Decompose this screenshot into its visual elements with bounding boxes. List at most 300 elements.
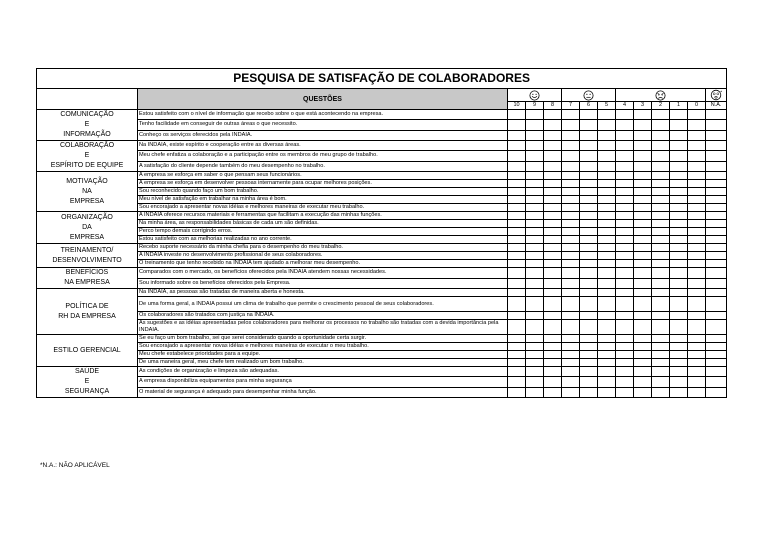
rating-cell[interactable] [616,212,634,220]
rating-cell[interactable] [508,312,526,320]
rating-cell[interactable] [526,359,544,367]
rating-cell[interactable] [652,141,670,151]
rating-cell[interactable] [652,351,670,359]
rating-cell[interactable] [652,387,670,397]
rating-cell[interactable] [670,220,688,228]
rating-cell[interactable] [616,377,634,387]
rating-cell[interactable] [508,161,526,171]
rating-cell[interactable] [616,141,634,151]
rating-cell[interactable] [544,268,562,279]
rating-cell[interactable] [670,120,688,130]
rating-cell[interactable] [526,297,544,312]
rating-cell[interactable] [706,359,727,367]
rating-cell[interactable] [580,278,598,289]
rating-cell[interactable] [580,377,598,387]
rating-cell[interactable] [670,297,688,312]
rating-cell[interactable] [688,289,706,297]
rating-cell[interactable] [670,351,688,359]
rating-cell[interactable] [616,204,634,212]
rating-cell[interactable] [508,188,526,196]
rating-cell[interactable] [562,236,580,244]
rating-cell[interactable] [508,130,526,140]
rating-cell[interactable] [580,351,598,359]
rating-cell[interactable] [634,180,652,188]
rating-cell[interactable] [526,204,544,212]
rating-cell[interactable] [580,335,598,343]
rating-cell[interactable] [580,161,598,171]
rating-cell[interactable] [634,110,652,120]
rating-cell[interactable] [526,387,544,397]
rating-cell[interactable] [544,220,562,228]
rating-cell[interactable] [526,377,544,387]
rating-cell[interactable] [580,196,598,204]
rating-cell[interactable] [526,367,544,377]
rating-cell[interactable] [508,252,526,260]
rating-cell[interactable] [508,212,526,220]
rating-cell[interactable] [526,151,544,161]
rating-cell[interactable] [544,110,562,120]
rating-cell[interactable] [688,161,706,171]
rating-cell[interactable] [544,120,562,130]
rating-cell[interactable] [508,278,526,289]
rating-cell[interactable] [598,260,616,268]
rating-cell[interactable] [526,188,544,196]
rating-cell[interactable] [562,188,580,196]
rating-cell[interactable] [562,204,580,212]
rating-cell[interactable] [544,260,562,268]
rating-cell[interactable] [598,120,616,130]
rating-cell[interactable] [562,268,580,279]
rating-cell[interactable] [706,297,727,312]
rating-cell[interactable] [508,260,526,268]
rating-cell[interactable] [580,236,598,244]
rating-cell[interactable] [508,196,526,204]
rating-cell[interactable] [580,228,598,236]
rating-cell[interactable] [526,161,544,171]
rating-cell[interactable] [670,188,688,196]
rating-cell[interactable] [652,252,670,260]
rating-cell[interactable] [598,289,616,297]
rating-cell[interactable] [526,141,544,151]
rating-cell[interactable] [634,260,652,268]
rating-cell[interactable] [634,343,652,351]
rating-cell[interactable] [670,335,688,343]
rating-cell[interactable] [562,228,580,236]
rating-cell[interactable] [562,312,580,320]
rating-cell[interactable] [598,180,616,188]
rating-cell[interactable] [688,220,706,228]
rating-cell[interactable] [508,387,526,397]
rating-cell[interactable] [526,236,544,244]
rating-cell[interactable] [616,110,634,120]
rating-cell[interactable] [508,343,526,351]
rating-cell[interactable] [670,212,688,220]
rating-cell[interactable] [634,130,652,140]
rating-cell[interactable] [616,260,634,268]
rating-cell[interactable] [652,172,670,180]
rating-cell[interactable] [706,260,727,268]
rating-cell[interactable] [670,130,688,140]
rating-cell[interactable] [616,343,634,351]
rating-cell[interactable] [670,141,688,151]
rating-cell[interactable] [508,204,526,212]
rating-cell[interactable] [580,151,598,161]
rating-cell[interactable] [580,120,598,130]
rating-cell[interactable] [562,351,580,359]
rating-cell[interactable] [616,236,634,244]
rating-cell[interactable] [652,335,670,343]
rating-cell[interactable] [616,297,634,312]
rating-cell[interactable] [508,151,526,161]
rating-cell[interactable] [706,252,727,260]
rating-cell[interactable] [526,343,544,351]
rating-cell[interactable] [562,151,580,161]
rating-cell[interactable] [706,343,727,351]
rating-cell[interactable] [616,188,634,196]
rating-cell[interactable] [544,141,562,151]
rating-cell[interactable] [688,320,706,335]
rating-cell[interactable] [580,110,598,120]
rating-cell[interactable] [508,236,526,244]
rating-cell[interactable] [634,278,652,289]
rating-cell[interactable] [670,289,688,297]
rating-cell[interactable] [634,312,652,320]
rating-cell[interactable] [706,172,727,180]
rating-cell[interactable] [670,180,688,188]
rating-cell[interactable] [706,367,727,377]
rating-cell[interactable] [706,320,727,335]
rating-cell[interactable] [508,367,526,377]
rating-cell[interactable] [508,297,526,312]
rating-cell[interactable] [580,387,598,397]
rating-cell[interactable] [508,359,526,367]
rating-cell[interactable] [688,268,706,279]
rating-cell[interactable] [562,161,580,171]
rating-cell[interactable] [616,228,634,236]
rating-cell[interactable] [544,335,562,343]
rating-cell[interactable] [562,110,580,120]
rating-cell[interactable] [544,351,562,359]
rating-cell[interactable] [688,377,706,387]
rating-cell[interactable] [652,220,670,228]
rating-cell[interactable] [616,161,634,171]
rating-cell[interactable] [688,312,706,320]
rating-cell[interactable] [670,172,688,180]
rating-cell[interactable] [562,320,580,335]
rating-cell[interactable] [562,297,580,312]
rating-cell[interactable] [598,387,616,397]
rating-cell[interactable] [688,297,706,312]
rating-cell[interactable] [580,180,598,188]
rating-cell[interactable] [580,268,598,279]
rating-cell[interactable] [544,387,562,397]
rating-cell[interactable] [508,268,526,279]
rating-cell[interactable] [652,196,670,204]
rating-cell[interactable] [580,260,598,268]
rating-cell[interactable] [652,151,670,161]
rating-cell[interactable] [706,228,727,236]
rating-cell[interactable] [562,196,580,204]
rating-cell[interactable] [616,220,634,228]
rating-cell[interactable] [526,228,544,236]
rating-cell[interactable] [562,120,580,130]
rating-cell[interactable] [706,151,727,161]
rating-cell[interactable] [544,188,562,196]
rating-cell[interactable] [706,204,727,212]
rating-cell[interactable] [634,204,652,212]
rating-cell[interactable] [598,161,616,171]
rating-cell[interactable] [670,196,688,204]
rating-cell[interactable] [562,252,580,260]
rating-cell[interactable] [634,268,652,279]
rating-cell[interactable] [634,141,652,151]
rating-cell[interactable] [544,320,562,335]
rating-cell[interactable] [688,141,706,151]
rating-cell[interactable] [526,220,544,228]
rating-cell[interactable] [706,244,727,252]
rating-cell[interactable] [580,367,598,377]
rating-cell[interactable] [562,260,580,268]
rating-cell[interactable] [652,377,670,387]
rating-cell[interactable] [544,252,562,260]
rating-cell[interactable] [652,212,670,220]
rating-cell[interactable] [616,172,634,180]
rating-cell[interactable] [652,180,670,188]
rating-cell[interactable] [634,188,652,196]
rating-cell[interactable] [526,289,544,297]
rating-cell[interactable] [688,252,706,260]
rating-cell[interactable] [544,377,562,387]
rating-cell[interactable] [652,312,670,320]
rating-cell[interactable] [562,180,580,188]
rating-cell[interactable] [544,204,562,212]
rating-cell[interactable] [688,110,706,120]
rating-cell[interactable] [688,244,706,252]
rating-cell[interactable] [634,359,652,367]
rating-cell[interactable] [652,204,670,212]
rating-cell[interactable] [706,351,727,359]
rating-cell[interactable] [688,196,706,204]
rating-cell[interactable] [526,180,544,188]
rating-cell[interactable] [688,335,706,343]
rating-cell[interactable] [598,320,616,335]
rating-cell[interactable] [562,220,580,228]
rating-cell[interactable] [544,278,562,289]
rating-cell[interactable] [598,236,616,244]
rating-cell[interactable] [670,268,688,279]
rating-cell[interactable] [688,151,706,161]
rating-cell[interactable] [652,161,670,171]
rating-cell[interactable] [652,278,670,289]
rating-cell[interactable] [544,367,562,377]
rating-cell[interactable] [598,172,616,180]
rating-cell[interactable] [688,188,706,196]
rating-cell[interactable] [526,244,544,252]
rating-cell[interactable] [544,180,562,188]
rating-cell[interactable] [706,130,727,140]
rating-cell[interactable] [688,120,706,130]
rating-cell[interactable] [670,252,688,260]
rating-cell[interactable] [598,351,616,359]
rating-cell[interactable] [598,151,616,161]
rating-cell[interactable] [706,335,727,343]
rating-cell[interactable] [598,359,616,367]
rating-cell[interactable] [634,161,652,171]
rating-cell[interactable] [706,141,727,151]
rating-cell[interactable] [562,212,580,220]
rating-cell[interactable] [508,289,526,297]
rating-cell[interactable] [706,289,727,297]
rating-cell[interactable] [526,172,544,180]
rating-cell[interactable] [706,220,727,228]
rating-cell[interactable] [634,236,652,244]
rating-cell[interactable] [616,244,634,252]
rating-cell[interactable] [508,377,526,387]
rating-cell[interactable] [616,335,634,343]
rating-cell[interactable] [670,359,688,367]
rating-cell[interactable] [544,212,562,220]
rating-cell[interactable] [652,289,670,297]
rating-cell[interactable] [562,387,580,397]
rating-cell[interactable] [634,220,652,228]
rating-cell[interactable] [526,196,544,204]
rating-cell[interactable] [508,120,526,130]
rating-cell[interactable] [688,343,706,351]
rating-cell[interactable] [688,212,706,220]
rating-cell[interactable] [634,367,652,377]
rating-cell[interactable] [508,244,526,252]
rating-cell[interactable] [580,289,598,297]
rating-cell[interactable] [652,188,670,196]
rating-cell[interactable] [616,196,634,204]
rating-cell[interactable] [706,161,727,171]
rating-cell[interactable] [580,130,598,140]
rating-cell[interactable] [580,220,598,228]
rating-cell[interactable] [580,188,598,196]
rating-cell[interactable] [562,343,580,351]
rating-cell[interactable] [598,204,616,212]
rating-cell[interactable] [634,320,652,335]
rating-cell[interactable] [688,228,706,236]
rating-cell[interactable] [616,278,634,289]
rating-cell[interactable] [670,343,688,351]
rating-cell[interactable] [616,252,634,260]
rating-cell[interactable] [526,268,544,279]
rating-cell[interactable] [688,359,706,367]
rating-cell[interactable] [634,351,652,359]
rating-cell[interactable] [688,172,706,180]
rating-cell[interactable] [526,335,544,343]
rating-cell[interactable] [526,320,544,335]
rating-cell[interactable] [670,260,688,268]
rating-cell[interactable] [598,297,616,312]
rating-cell[interactable] [634,289,652,297]
rating-cell[interactable] [580,320,598,335]
rating-cell[interactable] [670,278,688,289]
rating-cell[interactable] [580,359,598,367]
rating-cell[interactable] [580,244,598,252]
rating-cell[interactable] [562,244,580,252]
rating-cell[interactable] [508,228,526,236]
rating-cell[interactable] [598,220,616,228]
rating-cell[interactable] [706,268,727,279]
rating-cell[interactable] [652,110,670,120]
rating-cell[interactable] [580,252,598,260]
rating-cell[interactable] [526,260,544,268]
rating-cell[interactable] [634,297,652,312]
rating-cell[interactable] [652,367,670,377]
rating-cell[interactable] [616,387,634,397]
rating-cell[interactable] [544,244,562,252]
rating-cell[interactable] [688,387,706,397]
rating-cell[interactable] [598,188,616,196]
rating-cell[interactable] [580,312,598,320]
rating-cell[interactable] [544,343,562,351]
rating-cell[interactable] [706,110,727,120]
rating-cell[interactable] [580,172,598,180]
rating-cell[interactable] [634,196,652,204]
rating-cell[interactable] [562,289,580,297]
rating-cell[interactable] [508,172,526,180]
rating-cell[interactable] [616,359,634,367]
rating-cell[interactable] [634,252,652,260]
rating-cell[interactable] [598,343,616,351]
rating-cell[interactable] [562,130,580,140]
rating-cell[interactable] [706,180,727,188]
rating-cell[interactable] [652,320,670,335]
rating-cell[interactable] [670,228,688,236]
rating-cell[interactable] [688,180,706,188]
rating-cell[interactable] [616,312,634,320]
rating-cell[interactable] [634,228,652,236]
rating-cell[interactable] [670,367,688,377]
rating-cell[interactable] [508,335,526,343]
rating-cell[interactable] [670,387,688,397]
rating-cell[interactable] [670,377,688,387]
rating-cell[interactable] [562,172,580,180]
rating-cell[interactable] [652,120,670,130]
rating-cell[interactable] [652,359,670,367]
rating-cell[interactable] [544,289,562,297]
rating-cell[interactable] [598,268,616,279]
rating-cell[interactable] [508,180,526,188]
rating-cell[interactable] [508,220,526,228]
rating-cell[interactable] [634,377,652,387]
rating-cell[interactable] [598,141,616,151]
rating-cell[interactable] [706,377,727,387]
rating-cell[interactable] [562,359,580,367]
rating-cell[interactable] [688,204,706,212]
rating-cell[interactable] [526,312,544,320]
rating-cell[interactable] [616,367,634,377]
rating-cell[interactable] [634,387,652,397]
rating-cell[interactable] [526,120,544,130]
rating-cell[interactable] [598,228,616,236]
rating-cell[interactable] [652,244,670,252]
rating-cell[interactable] [634,120,652,130]
rating-cell[interactable] [688,367,706,377]
rating-cell[interactable] [580,212,598,220]
rating-cell[interactable] [508,141,526,151]
rating-cell[interactable] [508,320,526,335]
rating-cell[interactable] [706,120,727,130]
rating-cell[interactable] [616,151,634,161]
rating-cell[interactable] [544,151,562,161]
rating-cell[interactable] [652,268,670,279]
rating-cell[interactable] [616,320,634,335]
rating-cell[interactable] [526,351,544,359]
rating-cell[interactable] [616,130,634,140]
